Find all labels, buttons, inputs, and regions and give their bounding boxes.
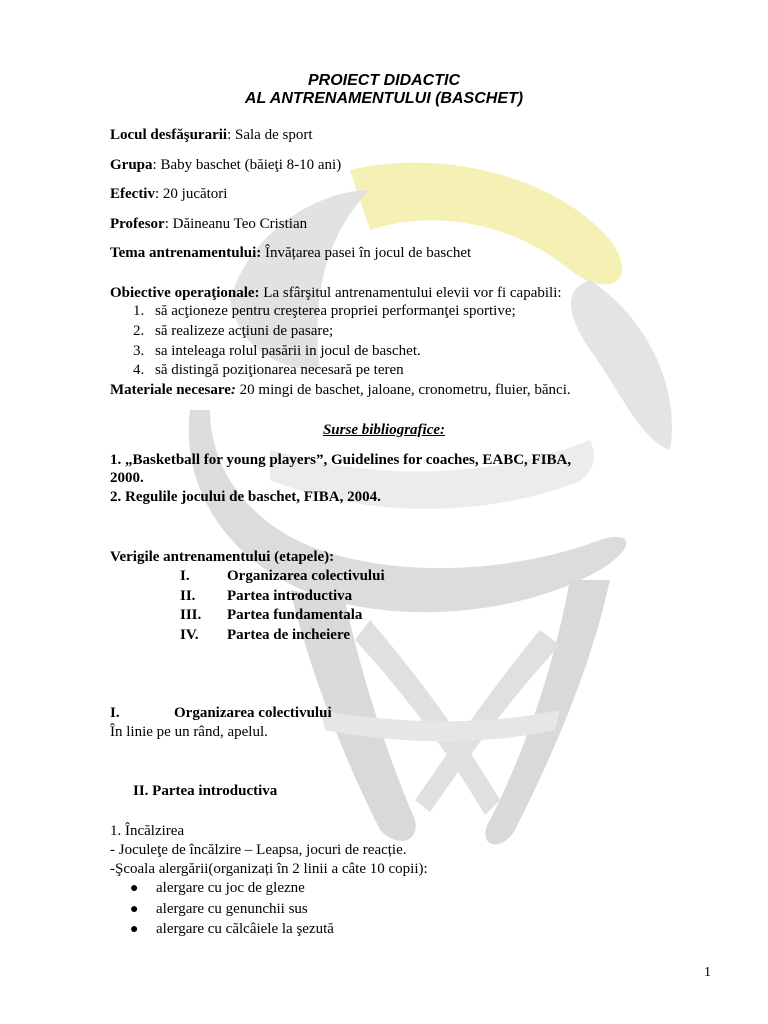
section2-heading: II. Partea introductiva xyxy=(133,783,278,799)
info-location: Locul desfăşurarii: Sala de sport xyxy=(110,127,313,143)
document-page: PROIECT DIDACTIC AL ANTRENAMENTULUI (BASCHET) Locul desfăşurarii: Sala de sport Grupa: Baby baschet (băieţi 8-10 ani) Efectiv: 20 jucători Profesor: Dăineanu Teo Cristian Tema antrenamentului: Învățarea pasei în jocul de baschet Obiective operaţionale: La sfârşitul antrenamentului elevii vor fi capabili: 1. să acţioneze pentru creşterea propriei performanţei sportive; 2. să realizeze acţiuni de pasare; 3. sa inteleaga rolul pasării in jocul de baschet. 4. să distingă poziţionarea necesară pe teren Materiale necesare: 20 mingi de baschet, jaloane, cronometru, fluier, bănci. Surse bibliografice: 1. „Basketball for young players”, Guidelines for coaches, EABC, FIBA, 2000. 2. Regulile jocului de baschet, FIBA, 2004. Verigile antrenamentului (etapele): I. Organizarea colectivului II. Partea introductiva III. Partea fundamentala IV. Partea de incheiere I. Organizarea colectivului În linie pe un rând, apelul. II. Partea introductiva 1. Încălzirea - Joculeţe de încălzire – Leapsa, jocuri de reacție. -Şcoala alergării(organizați în 2 linii a câte 10 copii): ● alergare cu joc de glezne ● alergare cu genunchii sus ● alergare cu călcâiele la şezută 1 xyxy=(0,0,768,1024)
info-headcount: Efectiv: 20 jucători xyxy=(110,186,228,202)
objective-item: 3. sa inteleaga rolul pasării in jocul de baschet. xyxy=(133,343,421,359)
info-teacher: Profesor: Dăineanu Teo Cristian xyxy=(110,216,308,232)
objective-item: 4. să distingă poziţionarea necesară pe teren xyxy=(133,362,404,378)
section2-line: - Joculeţe de încălzire – Leapsa, jocuri de reacție. xyxy=(110,842,407,858)
bullet-icon: ● xyxy=(130,902,139,917)
materials-line: Materiale necesare: 20 mingi de baschet, jaloane, cronometru, fluier, bănci. xyxy=(110,382,571,398)
section2-line: -Şcoala alergării(organizați în 2 linii a câte 10 copii): xyxy=(110,861,428,877)
info-theme: Tema antrenamentului: Învățarea pasei în jocul de baschet xyxy=(110,245,472,261)
document-title-line2: AL ANTRENAMENTULUI (BASCHET) xyxy=(244,90,524,107)
objective-item: 1. să acţioneze pentru creşterea propriei performanţei sportive; xyxy=(133,303,516,319)
bibliography-item-1-cont: 2000. xyxy=(110,470,144,486)
page-number: 1 xyxy=(704,965,711,980)
bibliography-item-2: 2. Regulile jocului de baschet, FIBA, 2004. xyxy=(110,489,381,505)
info-group: Grupa: Baby baschet (băieţi 8-10 ani) xyxy=(110,157,342,173)
bullet-item: ● alergare cu joc de glezne xyxy=(130,880,305,896)
objective-item: 2. să realizeze acţiuni de pasare; xyxy=(133,323,334,339)
section1-text: În linie pe un rând, apelul. xyxy=(110,724,268,740)
section2-line: 1. Încălzirea xyxy=(110,823,185,839)
bullet-item: ● alergare cu genunchii sus xyxy=(130,901,308,917)
bibliography-heading: Surse bibliografice: xyxy=(322,422,446,438)
section1-heading: I. Organizarea colectivului xyxy=(110,705,332,721)
objectives-heading: Obiective operaţionale: La sfârşitul antrenamentului elevii vor fi capabili: xyxy=(110,285,562,301)
bullet-icon: ● xyxy=(130,922,139,937)
bullet-icon: ● xyxy=(130,881,139,896)
bullet-item: ● alergare cu călcâiele la şezută xyxy=(130,921,334,937)
stages-heading: Verigile antrenamentului (etapele): xyxy=(110,549,335,565)
bibliography-item-1: 1. „Basketball for young players”, Guidelines for coaches, EABC, FIBA, xyxy=(110,452,572,468)
document-title-line1: PROIECT DIDACTIC xyxy=(308,72,460,89)
